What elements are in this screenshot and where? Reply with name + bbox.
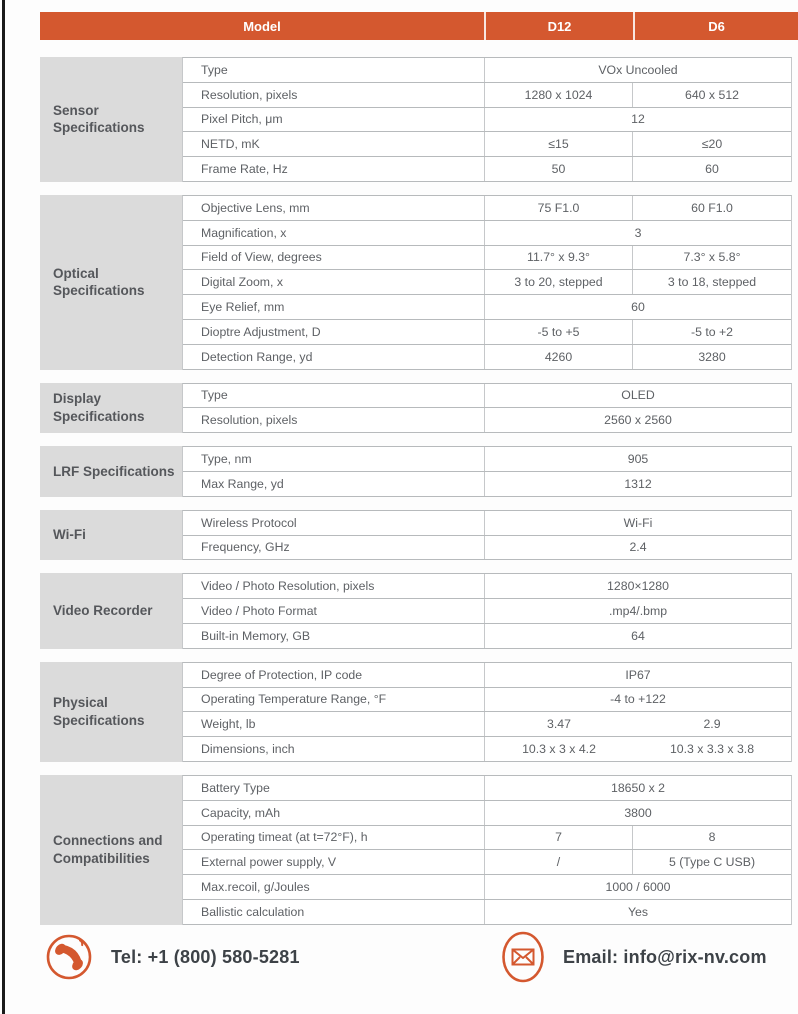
header-d6-cell: [633, 12, 798, 40]
header-d12-cell: [484, 12, 633, 40]
table-row: [183, 511, 791, 536]
spec-value-d12: 1280 x 1024: [485, 83, 633, 107]
table-row: [183, 663, 791, 688]
spec-label: Eye Relief, mm: [183, 295, 485, 319]
header-model-cell: [40, 12, 484, 40]
spec-label: Video / Photo Format: [183, 599, 485, 623]
spec-label: Detection Range, yd: [183, 345, 485, 369]
table-row: [183, 574, 791, 599]
spec-label: Wireless Protocol: [183, 511, 485, 535]
spec-label: Operating timeat (at t=72°F), h: [183, 826, 485, 850]
spec-value: OLED: [621, 388, 655, 403]
spec-label: Built-in Memory, GB: [183, 624, 485, 648]
footer-email-group: [500, 929, 767, 985]
header-model-label: Model: [243, 18, 281, 34]
table-row: [183, 801, 791, 826]
spec-value-d6: 8: [708, 830, 716, 845]
section-rows: [182, 775, 792, 925]
spec-value: 3800: [624, 805, 652, 820]
spec-value-d6: -5 to +2: [690, 324, 734, 339]
spec-value: VOx Uncooled: [598, 62, 678, 77]
spec-label: Resolution, pixels: [183, 408, 485, 432]
spec-value-d6: 2.9: [703, 717, 721, 732]
table-row: [183, 447, 791, 472]
section-lrf-specifications: [40, 446, 792, 497]
spec-value: IP67: [625, 667, 651, 682]
spec-label: External power supply, V: [183, 850, 485, 874]
table-row: [183, 270, 791, 295]
table-row: [183, 157, 791, 182]
spec-value-d12: -5 to +5: [485, 320, 633, 344]
section-video-recorder: [40, 573, 792, 648]
table-row: [183, 408, 791, 433]
email-icon: [500, 930, 546, 984]
section-rows: [182, 383, 792, 434]
table-row: [183, 345, 791, 370]
spec-value: 2.4: [629, 540, 647, 555]
spec-value: -4 to +122: [610, 692, 666, 707]
section-title: LRF Specifications: [40, 446, 182, 497]
spec-label: Resolution, pixels: [183, 83, 485, 107]
section-title: Sensor Specifications: [40, 57, 182, 182]
section-rows: [182, 510, 792, 561]
spec-value-d6: 60: [705, 162, 719, 177]
section-rows: [182, 446, 792, 497]
footer-email-label: Email: info@rix-nv.com: [563, 946, 767, 967]
spec-value-d6: 3280: [698, 349, 726, 364]
spec-value: 64: [631, 628, 645, 643]
spec-value-d12: 11.7° x 9.3°: [485, 246, 633, 270]
spec-value: 1000 / 6000: [605, 880, 671, 894]
spec-label: Weight, lb: [183, 712, 485, 736]
spec-value: 1280×1280: [607, 579, 669, 594]
table-row: [183, 599, 791, 624]
section-physical-specifications: [40, 662, 792, 762]
table-row: [183, 536, 791, 561]
table-row: [183, 132, 791, 157]
spec-label: Pixel Pitch, μm: [183, 108, 485, 132]
spec-value-d12: 4260: [485, 345, 633, 369]
section-connections-and-compatibilities: [40, 775, 792, 925]
spec-label: Type: [183, 58, 485, 82]
table-row: [183, 295, 791, 320]
table-row: [183, 83, 791, 108]
spec-value: 18650 x 2: [610, 780, 665, 795]
spec-label: Magnification, x: [183, 221, 485, 245]
spec-value: 1312: [624, 476, 652, 491]
spec-value-d12: ≤15: [485, 132, 633, 156]
section-wifi: [40, 510, 792, 561]
spec-value-d6: 5 (Type C USB): [668, 855, 756, 870]
spec-value-d12: 3.47: [547, 717, 571, 732]
spec-value-d6: 7.3° x 5.8°: [683, 250, 741, 265]
spec-value: 2560 x 2560: [604, 413, 672, 428]
spec-label: Field of View, degrees: [183, 246, 485, 270]
spec-value-d12: 50: [485, 157, 633, 181]
spec-value: 3: [634, 225, 642, 240]
spec-label: Type: [183, 384, 485, 408]
table-row: [183, 58, 791, 83]
footer-tel-group: [44, 929, 300, 985]
table-row: [183, 688, 791, 713]
table-row: [183, 221, 791, 246]
spec-value: 905: [627, 452, 649, 467]
section-rows: [182, 57, 792, 182]
spec-label: Ballistic calculation: [183, 900, 485, 924]
table-row: [183, 196, 791, 221]
section-title: Wi-Fi: [40, 510, 182, 561]
section-rows: [182, 662, 792, 762]
spec-label: Frame Rate, Hz: [183, 157, 485, 181]
section-title: Optical Specifications: [40, 195, 182, 370]
table-row: [183, 624, 791, 649]
phone-icon: [44, 931, 94, 983]
spec-table: [40, 57, 792, 938]
spec-label: Max Range, yd: [183, 472, 485, 496]
spec-value-d12: 3 to 20, stepped: [485, 270, 633, 294]
spec-label: Video / Photo Resolution, pixels: [183, 574, 485, 598]
section-title: Connections and Compatibilities: [40, 775, 182, 925]
spec-value-d12: 10.3 x 3 x 4.2: [522, 742, 596, 757]
spec-value-d6: 10.3 x 3.3 x 3.8: [669, 742, 755, 757]
spec-value-d6: 60 F1.0: [691, 200, 733, 215]
spec-label: Capacity, mAh: [183, 801, 485, 825]
spec-label: Type, nm: [183, 447, 485, 471]
spec-value-d6: ≤20: [701, 137, 723, 152]
table-header: [40, 12, 798, 40]
section-optical-specifications: [40, 195, 792, 370]
section-title: Physical Specifications: [40, 662, 182, 762]
table-row: [183, 108, 791, 133]
spec-value: .mp4/.bmp: [608, 604, 668, 619]
spec-label: NETD, mK: [183, 132, 485, 156]
section-sensor-specifications: [40, 57, 792, 182]
spec-value: 12: [631, 112, 645, 127]
table-row: [183, 776, 791, 801]
table-row: [183, 384, 791, 409]
table-row: [183, 246, 791, 271]
spec-label: Frequency, GHz: [183, 536, 485, 560]
section-rows: [182, 195, 792, 370]
section-title: Video Recorder: [40, 573, 182, 648]
spec-label: Dimensions, inch: [183, 737, 485, 761]
spec-value: 60: [631, 300, 645, 315]
spec-value-d12: 7: [485, 826, 633, 850]
section-display-specifications: [40, 383, 792, 434]
spec-value-d12: /: [485, 850, 633, 874]
section-rows: [182, 573, 792, 648]
table-row: [183, 472, 791, 497]
spec-label: Digital Zoom, x: [183, 270, 485, 294]
spec-value-d6: 640 x 512: [684, 87, 739, 102]
spec-label: Operating Temperature Range, °F: [183, 688, 485, 712]
spec-value: Yes: [627, 904, 649, 919]
spec-value: Wi-Fi: [623, 515, 653, 530]
left-edge-strip: [2, 0, 5, 1014]
table-row: [183, 900, 791, 925]
table-row: [183, 712, 791, 737]
spec-label: Battery Type: [183, 776, 485, 800]
spec-value-d6: 3 to 18, stepped: [667, 275, 757, 290]
spec-label: Dioptre Adjustment, D: [183, 320, 485, 344]
spec-label: Degree of Protection, IP code: [183, 663, 485, 687]
table-row: [183, 850, 791, 875]
table-row: [183, 826, 791, 851]
spec-label: Objective Lens, mm: [183, 196, 485, 220]
header-d12-label: D12: [547, 18, 572, 34]
table-row: [183, 737, 791, 762]
spec-label: Max.recoil, g/Joules: [183, 875, 485, 899]
footer-tel-label: Tel: +1 (800) 580-5281: [111, 946, 300, 967]
table-row: [183, 875, 791, 900]
spec-value-d12: 75 F1.0: [485, 196, 633, 220]
table-row: [183, 320, 791, 345]
section-title: Display Specifications: [40, 383, 182, 434]
header-d6-label: D6: [708, 18, 725, 34]
